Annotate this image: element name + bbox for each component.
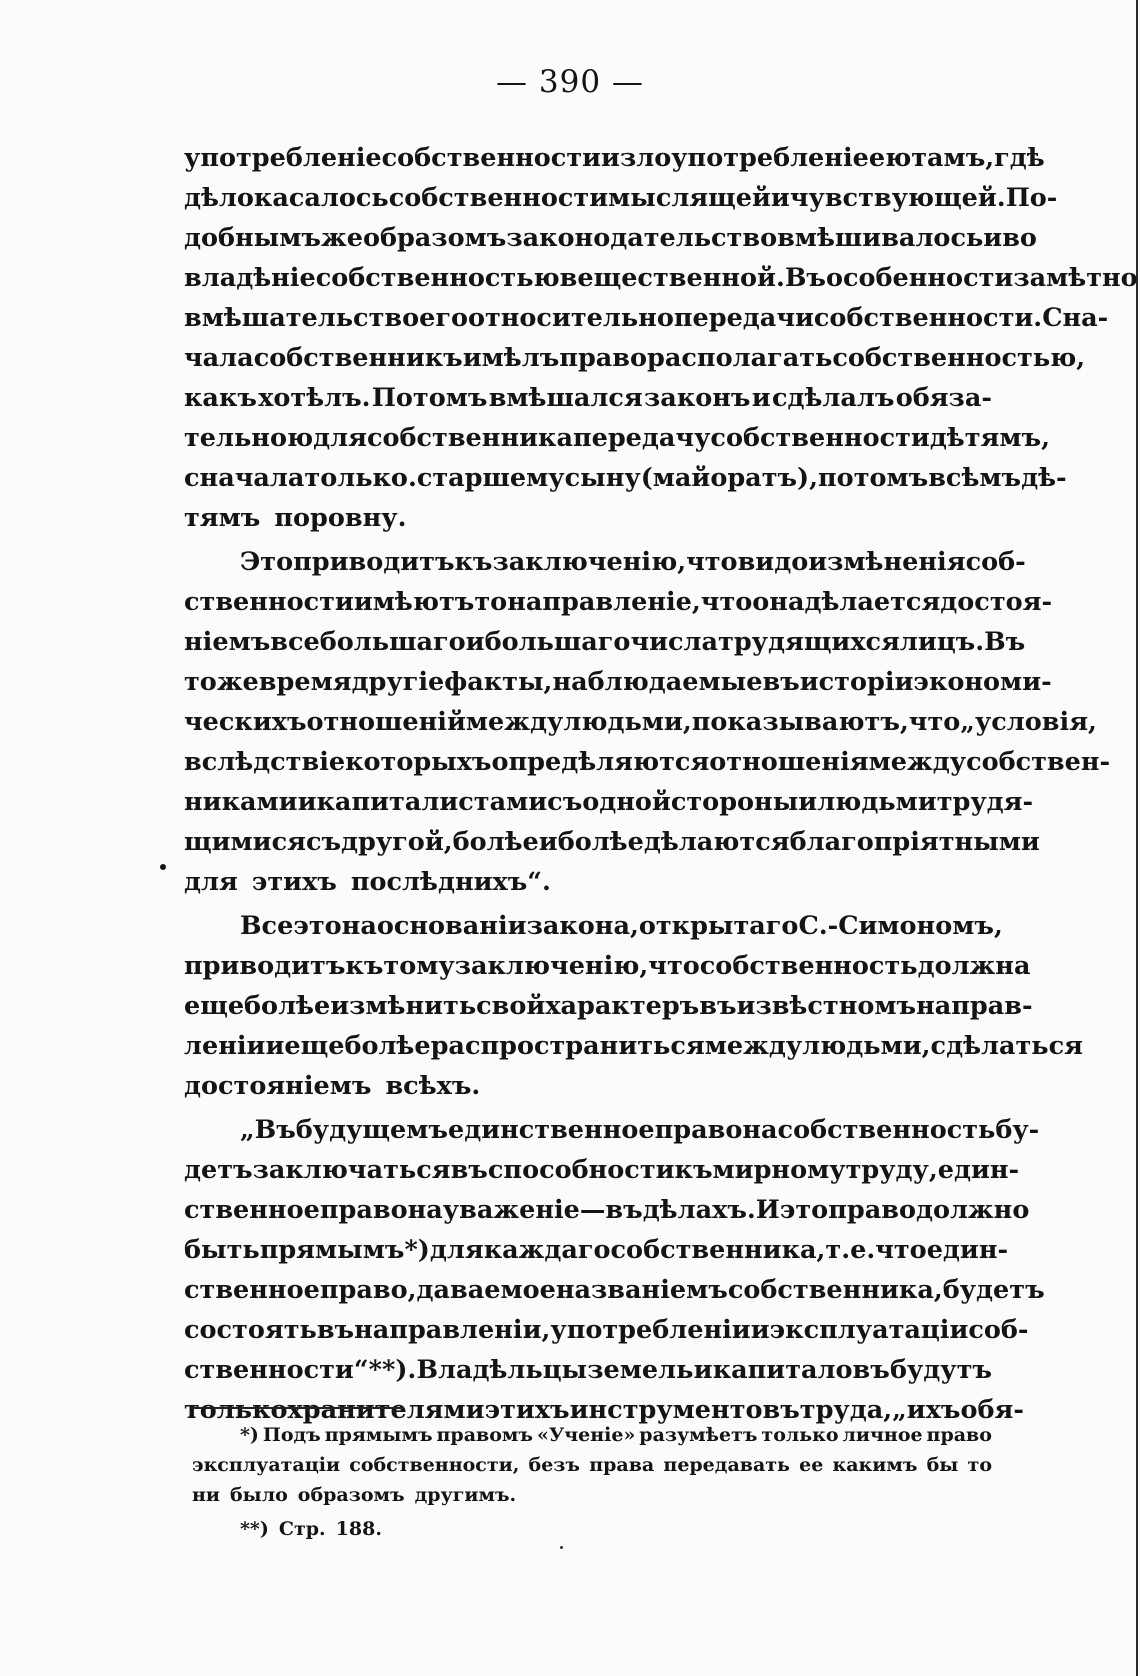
body-line: быть прямымъ *) для каждаго собственника, т. е. что един- [184, 1235, 1009, 1265]
body-line: ческихъ отношеній между людьми, показываютъ, что „условія, [184, 707, 1097, 737]
body-line: какъ хотѣлъ. Потомъ вмѣшался законъ и сдѣлалъ обяза- [184, 383, 992, 413]
body-line: леніи и еще болѣе распространиться между людьми, сдѣлаться [184, 1031, 1083, 1061]
body-line: приводитъ къ тому заключенію, что собственность должна [184, 951, 1031, 981]
body-line: никами и капиталистами съ одной стороны и людьми трудя- [184, 787, 1034, 817]
body-line: ственное право на уваженіе—въ дѣлахъ. И это право должно [184, 1195, 1030, 1225]
footnote-paragraph [192, 1420, 992, 1510]
body-line: только хранителями этихъ инструментовъ труда, „ихъ обя- [184, 1395, 1024, 1425]
body-line: добнымъ же образомъ законодательство вмѣшивалось и во [184, 223, 1037, 253]
body-line: вмѣшательство его относительно передачи собственности. Сна- [184, 303, 1109, 333]
body-paragraph [184, 542, 1111, 902]
body-line: дѣло касалось собственности мыслящей и чувствующей. По- [184, 183, 1058, 213]
body-line: чала собственникъ имѣлъ право располагать собственностью, [184, 343, 1086, 373]
body-line: владѣніе собственностью вещественной. Въ особенности замѣтно [184, 263, 1138, 293]
scan-speck [560, 1546, 563, 1549]
body-line: ніемъ все большаго и большаго числа трудящихся лицъ. Въ [184, 627, 1026, 657]
body-paragraph [184, 138, 1138, 538]
body-paragraph [184, 906, 1083, 1106]
footnote-line: **) Стр. 188. [240, 1518, 382, 1540]
body-line: ственности“ **). Владѣльцы земель и капиталовъ будутъ [184, 1355, 992, 1385]
body-line: Это приводитъ къ заключенію, что видоизмѣненія соб- [240, 547, 1026, 577]
body-line: „Въ будущемъ единственное право на собственность бу- [240, 1115, 1040, 1145]
body-line: тямъ поровну. [184, 503, 407, 533]
body-line: еще болѣе измѣнить свой характеръ въ извѣстномъ направ- [184, 991, 1033, 1021]
body-line: достояніемъ всѣхъ. [184, 1071, 481, 1101]
footnote-divider [192, 1407, 404, 1409]
body-line: ственности имѣютъ то направленіе, что она дѣлается достоя- [184, 587, 1053, 617]
footnote-line: эксплуатаціи собственности, безъ права передавать ее какимъ бы то [192, 1454, 992, 1476]
body-line: для этихъ послѣднихъ“. [184, 867, 551, 897]
footnote-line: ни было образомъ другимъ. [192, 1484, 517, 1506]
footnote-line: *) Подъ прямымъ правомъ «Ученіе» разумѣетъ только личное право [240, 1424, 992, 1446]
body-line: детъ заключаться въ способности къ мирному труду, един- [184, 1155, 1020, 1185]
page-number: — 390 — [496, 64, 644, 100]
body-text [184, 138, 1138, 1430]
body-line: вслѣдствіе которыхъ опредѣляются отношенія между собствен- [184, 747, 1111, 777]
body-line: тельною для собственника передачу собственности дѣтямъ, [184, 423, 1050, 453]
body-line: употребленіе собственности и злоупотребленіе ею тамъ, гдѣ [184, 143, 1045, 173]
scan-edge-line [1136, 0, 1138, 1676]
footnote-paragraph [192, 1514, 992, 1544]
body-paragraph [184, 1110, 1045, 1430]
body-line: то же время другіе факты, наблюдаемые въ исторіи экономи- [184, 667, 1052, 697]
body-line: Все это на основаніи закона, открытаго С.-Симономъ, [240, 911, 1003, 941]
body-line: сначала только .старшему сыну (майоратъ), потомъ всѣмъ дѣ- [184, 463, 1067, 493]
margin-dot [160, 864, 166, 870]
body-line: ственное право, даваемое названіемъ собственника, будетъ [184, 1275, 1045, 1305]
body-line: состоять въ направленіи, употребленіи и эксплуатаціи соб- [184, 1315, 1029, 1345]
footnotes [192, 1420, 992, 1544]
body-line: щимися съ другой, болѣе и болѣе дѣлаются благопріятными [184, 827, 1040, 857]
